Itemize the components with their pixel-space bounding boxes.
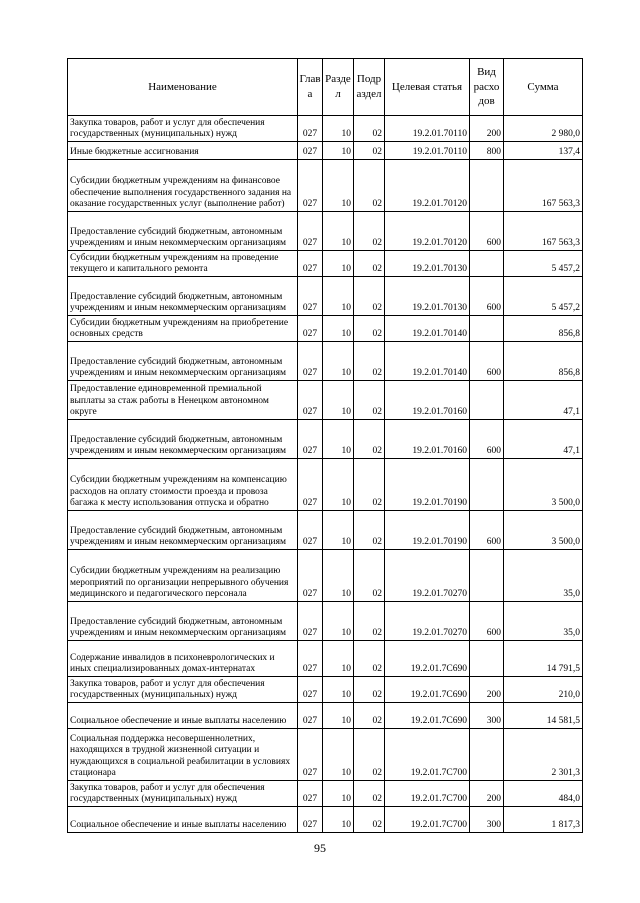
cell-subsection: 02 (354, 602, 385, 641)
cell-amount: 5 457,2 (504, 277, 583, 316)
cell-type: 600 (470, 511, 504, 550)
cell-type (470, 381, 504, 420)
cell-amount: 47,1 (504, 420, 583, 459)
cell-target: 19.2.01.70130 (385, 277, 470, 316)
cell-section: 10 (323, 729, 354, 781)
cell-amount: 167 563,3 (504, 212, 583, 251)
table-row (68, 381, 583, 420)
cell-type: 600 (470, 420, 504, 459)
table-row (68, 212, 583, 251)
cell-chapter: 027 (298, 781, 323, 807)
cell-type: 600 (470, 602, 504, 641)
table-row (68, 677, 583, 703)
cell-section: 10 (323, 116, 354, 142)
cell-section: 10 (323, 142, 354, 160)
cell-name: Субсидии бюджетным учреждениям на проведение текущего и капитального ремонта (68, 251, 298, 277)
table-row (68, 459, 583, 511)
cell-target: 19.2.01.70140 (385, 316, 470, 342)
cell-amount: 14 581,5 (504, 703, 583, 729)
cell-section: 10 (323, 677, 354, 703)
cell-name: Закупка товаров, работ и услуг для обеспечения государственных (муниципальных) нужд (68, 677, 298, 703)
cell-name: Предоставление субсидий бюджетным, автономным учреждениям и иным некоммерческим организациям (68, 342, 298, 381)
cell-chapter: 027 (298, 142, 323, 160)
cell-amount: 2 980,0 (504, 116, 583, 142)
cell-section: 10 (323, 511, 354, 550)
table-row (68, 142, 583, 160)
cell-amount: 210,0 (504, 677, 583, 703)
cell-section: 10 (323, 550, 354, 602)
cell-chapter: 027 (298, 703, 323, 729)
cell-type (470, 251, 504, 277)
cell-type (470, 160, 504, 212)
cell-name: Закупка товаров, работ и услуг для обеспечения государственных (муниципальных) нужд (68, 116, 298, 142)
table-row (68, 807, 583, 833)
cell-section: 10 (323, 160, 354, 212)
cell-name: Предоставление субсидий бюджетным, автономным учреждениям и иным некоммерческим организациям (68, 602, 298, 641)
header-target: Целевая статья (385, 59, 470, 116)
table-row (68, 160, 583, 212)
cell-target: 19.2.01.70270 (385, 602, 470, 641)
header-amount: Сумма (504, 59, 583, 116)
cell-target: 19.2.01.70190 (385, 459, 470, 511)
cell-amount: 484,0 (504, 781, 583, 807)
cell-name: Субсидии бюджетным учреждениям на реализацию мероприятий по организации непрерывного обучения медицинского и педагогического персонала (68, 550, 298, 602)
table-row (68, 703, 583, 729)
cell-amount: 35,0 (504, 602, 583, 641)
header-name: Наименование (68, 59, 298, 116)
table-row (68, 602, 583, 641)
cell-subsection: 02 (354, 212, 385, 251)
cell-subsection: 02 (354, 459, 385, 511)
cell-type (470, 550, 504, 602)
cell-target: 19.2.01.7С700 (385, 729, 470, 781)
cell-name: Субсидии бюджетным учреждениям на приобретение основных средств (68, 316, 298, 342)
cell-chapter: 027 (298, 251, 323, 277)
table-row (68, 251, 583, 277)
cell-subsection: 02 (354, 703, 385, 729)
cell-type: 300 (470, 703, 504, 729)
table-row (68, 781, 583, 807)
cell-name: Субсидии бюджетным учреждениям на компенсацию расходов на оплату стоимости проезда и провоза багажа к месту использования отпуска и обратно (68, 459, 298, 511)
cell-name: Предоставление единовременной премиальной выплаты за стаж работы в Ненецком автономном округе (68, 381, 298, 420)
cell-amount: 47,1 (504, 381, 583, 420)
cell-type: 600 (470, 342, 504, 381)
cell-chapter: 027 (298, 807, 323, 833)
cell-target: 19.2.01.7С700 (385, 781, 470, 807)
cell-name: Социальное обеспечение и иные выплаты населению (68, 703, 298, 729)
cell-subsection: 02 (354, 116, 385, 142)
cell-section: 10 (323, 342, 354, 381)
cell-type (470, 459, 504, 511)
cell-chapter: 027 (298, 160, 323, 212)
cell-target: 19.2.01.70270 (385, 550, 470, 602)
header-type: Вид расхо дов (470, 59, 504, 116)
cell-chapter: 027 (298, 277, 323, 316)
cell-type: 200 (470, 677, 504, 703)
cell-target: 19.2.01.7С690 (385, 641, 470, 677)
page-number: 95 (314, 841, 326, 855)
cell-name: Субсидии бюджетным учреждениям на финансовое обеспечение выполнения государственного задания на оказание государственных услуг (выполнение работ) (68, 160, 298, 212)
table-row (68, 420, 583, 459)
cell-target: 19.2.01.70190 (385, 511, 470, 550)
cell-section: 10 (323, 316, 354, 342)
cell-subsection: 02 (354, 550, 385, 602)
table-header-row (68, 59, 583, 116)
cell-type: 800 (470, 142, 504, 160)
cell-target: 19.2.01.7С700 (385, 807, 470, 833)
table-row (68, 641, 583, 677)
cell-subsection: 02 (354, 677, 385, 703)
cell-type: 200 (470, 781, 504, 807)
table-row (68, 277, 583, 316)
cell-target: 19.2.01.70120 (385, 160, 470, 212)
cell-chapter: 027 (298, 729, 323, 781)
cell-section: 10 (323, 602, 354, 641)
cell-section: 10 (323, 212, 354, 251)
cell-subsection: 02 (354, 807, 385, 833)
cell-subsection: 02 (354, 729, 385, 781)
cell-chapter: 027 (298, 511, 323, 550)
cell-subsection: 02 (354, 277, 385, 316)
cell-amount: 167 563,3 (504, 160, 583, 212)
budget-table (67, 58, 583, 833)
cell-amount: 856,8 (504, 342, 583, 381)
cell-section: 10 (323, 277, 354, 316)
cell-section: 10 (323, 381, 354, 420)
cell-section: 10 (323, 641, 354, 677)
header-section: Разде л (323, 59, 354, 116)
cell-amount: 5 457,2 (504, 251, 583, 277)
cell-target: 19.2.01.70160 (385, 381, 470, 420)
cell-name: Предоставление субсидий бюджетным, автономным учреждениям и иным некоммерческим организациям (68, 420, 298, 459)
cell-subsection: 02 (354, 511, 385, 550)
cell-chapter: 027 (298, 602, 323, 641)
cell-type: 300 (470, 807, 504, 833)
cell-chapter: 027 (298, 420, 323, 459)
cell-amount: 1 817,3 (504, 807, 583, 833)
table-row (68, 729, 583, 781)
cell-target: 19.2.01.70110 (385, 142, 470, 160)
table-row (68, 342, 583, 381)
cell-subsection: 02 (354, 381, 385, 420)
cell-chapter: 027 (298, 550, 323, 602)
cell-subsection: 02 (354, 420, 385, 459)
cell-target: 19.2.01.70130 (385, 251, 470, 277)
cell-section: 10 (323, 459, 354, 511)
cell-type: 600 (470, 277, 504, 316)
cell-section: 10 (323, 807, 354, 833)
cell-subsection: 02 (354, 142, 385, 160)
cell-subsection: 02 (354, 781, 385, 807)
cell-section: 10 (323, 781, 354, 807)
cell-amount: 2 301,3 (504, 729, 583, 781)
cell-name: Содержание инвалидов в психоневрологических и иных специализированных домах-интернатах (68, 641, 298, 677)
cell-target: 19.2.01.7С690 (385, 677, 470, 703)
cell-target: 19.2.01.70120 (385, 212, 470, 251)
cell-name: Предоставление субсидий бюджетным, автономным учреждениям и иным некоммерческим организациям (68, 212, 298, 251)
cell-type (470, 729, 504, 781)
cell-amount: 3 500,0 (504, 459, 583, 511)
cell-target: 19.2.01.70160 (385, 420, 470, 459)
cell-type (470, 641, 504, 677)
table-row (68, 511, 583, 550)
cell-target: 19.2.01.7С690 (385, 703, 470, 729)
cell-type: 600 (470, 212, 504, 251)
cell-type: 200 (470, 116, 504, 142)
table-row (68, 116, 583, 142)
cell-subsection: 02 (354, 160, 385, 212)
cell-target: 19.2.01.70140 (385, 342, 470, 381)
cell-amount: 35,0 (504, 550, 583, 602)
cell-name: Иные бюджетные ассигнования (68, 142, 298, 160)
cell-section: 10 (323, 420, 354, 459)
cell-subsection: 02 (354, 316, 385, 342)
cell-section: 10 (323, 251, 354, 277)
header-subsection: Подр аздел (354, 59, 385, 116)
cell-name: Закупка товаров, работ и услуг для обеспечения государственных (муниципальных) нужд (68, 781, 298, 807)
cell-chapter: 027 (298, 116, 323, 142)
cell-name: Предоставление субсидий бюджетным, автономным учреждениям и иным некоммерческим организациям (68, 277, 298, 316)
cell-chapter: 027 (298, 677, 323, 703)
cell-subsection: 02 (354, 342, 385, 381)
cell-name: Социальная поддержка несовершеннолетних, находящихся в трудной жизненной ситуации и нуждающихся в социальной реабилитации в условиях стационара (68, 729, 298, 781)
cell-chapter: 027 (298, 641, 323, 677)
cell-chapter: 027 (298, 459, 323, 511)
cell-chapter: 027 (298, 381, 323, 420)
header-chapter: Глав а (298, 59, 323, 116)
cell-name: Предоставление субсидий бюджетным, автономным учреждениям и иным некоммерческим организациям (68, 511, 298, 550)
cell-amount: 137,4 (504, 142, 583, 160)
cell-subsection: 02 (354, 251, 385, 277)
table-row (68, 316, 583, 342)
cell-amount: 856,8 (504, 316, 583, 342)
cell-target: 19.2.01.70110 (385, 116, 470, 142)
cell-chapter: 027 (298, 212, 323, 251)
cell-subsection: 02 (354, 641, 385, 677)
cell-type (470, 316, 504, 342)
cell-chapter: 027 (298, 316, 323, 342)
cell-section: 10 (323, 703, 354, 729)
cell-amount: 14 791,5 (504, 641, 583, 677)
table-row (68, 550, 583, 602)
cell-chapter: 027 (298, 342, 323, 381)
cell-amount: 3 500,0 (504, 511, 583, 550)
cell-name: Социальное обеспечение и иные выплаты населению (68, 807, 298, 833)
